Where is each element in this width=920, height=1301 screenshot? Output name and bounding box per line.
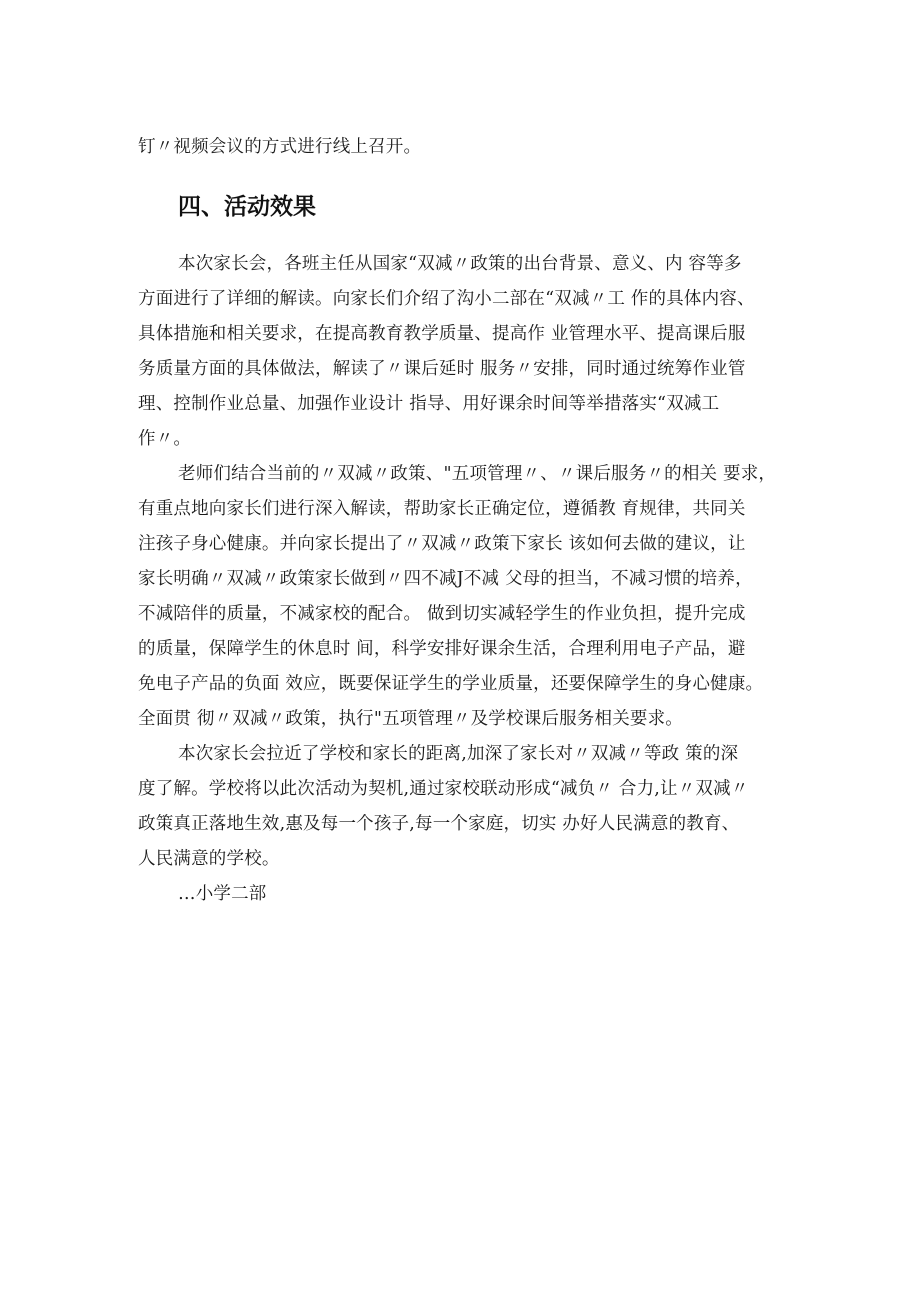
paragraph-3-line-2: 度了解。学校将以此次活动为契机,通过家校联动形成“减负〃 合力,让〃双减〃 (138, 779, 749, 799)
signature: …小学二部 (178, 884, 267, 904)
paragraph-2-line-4: 家长明确〃双减〃政策家长做到〃四不减J不减 父母的担当，不减习惯的培养， (138, 569, 753, 589)
paragraph-3-line-3: 政策真正落地生效,惠及每一个孩子,每一个家庭，切实 办好人民满意的教育、 (138, 814, 740, 834)
paragraph-2-line-3: 注孩子身心健康。并向家长提出了〃双减〃政策下家长 该如何去做的建议，让 (138, 534, 746, 554)
paragraph-1-line-5: 理、控制作业总量、加强作业设计 指导、用好课余时间等举措落实“双减工 (138, 394, 720, 414)
paragraph-1-line-1: 本次家长会，各班主任从国家“双减〃政策的出台背景、意义、内 容等多 (178, 254, 742, 274)
paragraph-2-line-1: 老师们结合当前的〃双减〃政策、"五项管理〃、〃课后服务〃的相关 要求， (178, 464, 777, 484)
paragraph-2-line-5: 不减陪伴的质量，不减家校的配合。 做到切实减轻学生的作业负担，提升完成 (138, 604, 746, 624)
paragraph-2-line-6: 的质量，保障学生的休息时 间，科学安排好课余生活，合理利用电子产品，避 (138, 639, 746, 659)
paragraph-3-line-1: 本次家长会拉近了学校和家长的距离,加深了家长对〃双减〃等政 策的深 (178, 744, 739, 764)
paragraph-1-line-6: 作〃。 (138, 429, 192, 449)
paragraph-1-line-3: 具体措施和相关要求，在提高教育教学质量、提高作 业管理水平、提高课后服 (138, 324, 746, 344)
paragraph-3-line-4: 人民满意的学校。 (138, 849, 280, 869)
paragraph-1-line-4: 务质量方面的具体做法，解读了〃课后延时 服务〃安排，同时通过统筹作业管 (138, 359, 746, 379)
continuation-line: 钉〃视频会议的方式进行线上召开。 (138, 137, 422, 157)
section-heading: 四、活动效果 (178, 194, 316, 220)
paragraph-2-line-2: 有重点地向家长们进行深入解读，帮助家长正确定位，遵循教 育规律，共同关 (138, 499, 746, 519)
paragraph-2-line-7: 免电子产品的负面 效应，既要保证学生的学业质量，还要保障学生的身心健康。 (138, 674, 764, 694)
paragraph-2-line-8: 全面贯 彻〃双减〃政策，执行"五项管理〃及学校课后服务相关要求。 (138, 709, 684, 729)
paragraph-1-line-2: 方面进行了详细的解读。向家长们介绍了沟小二部在“双减〃工 作的具体内容、 (138, 289, 755, 309)
